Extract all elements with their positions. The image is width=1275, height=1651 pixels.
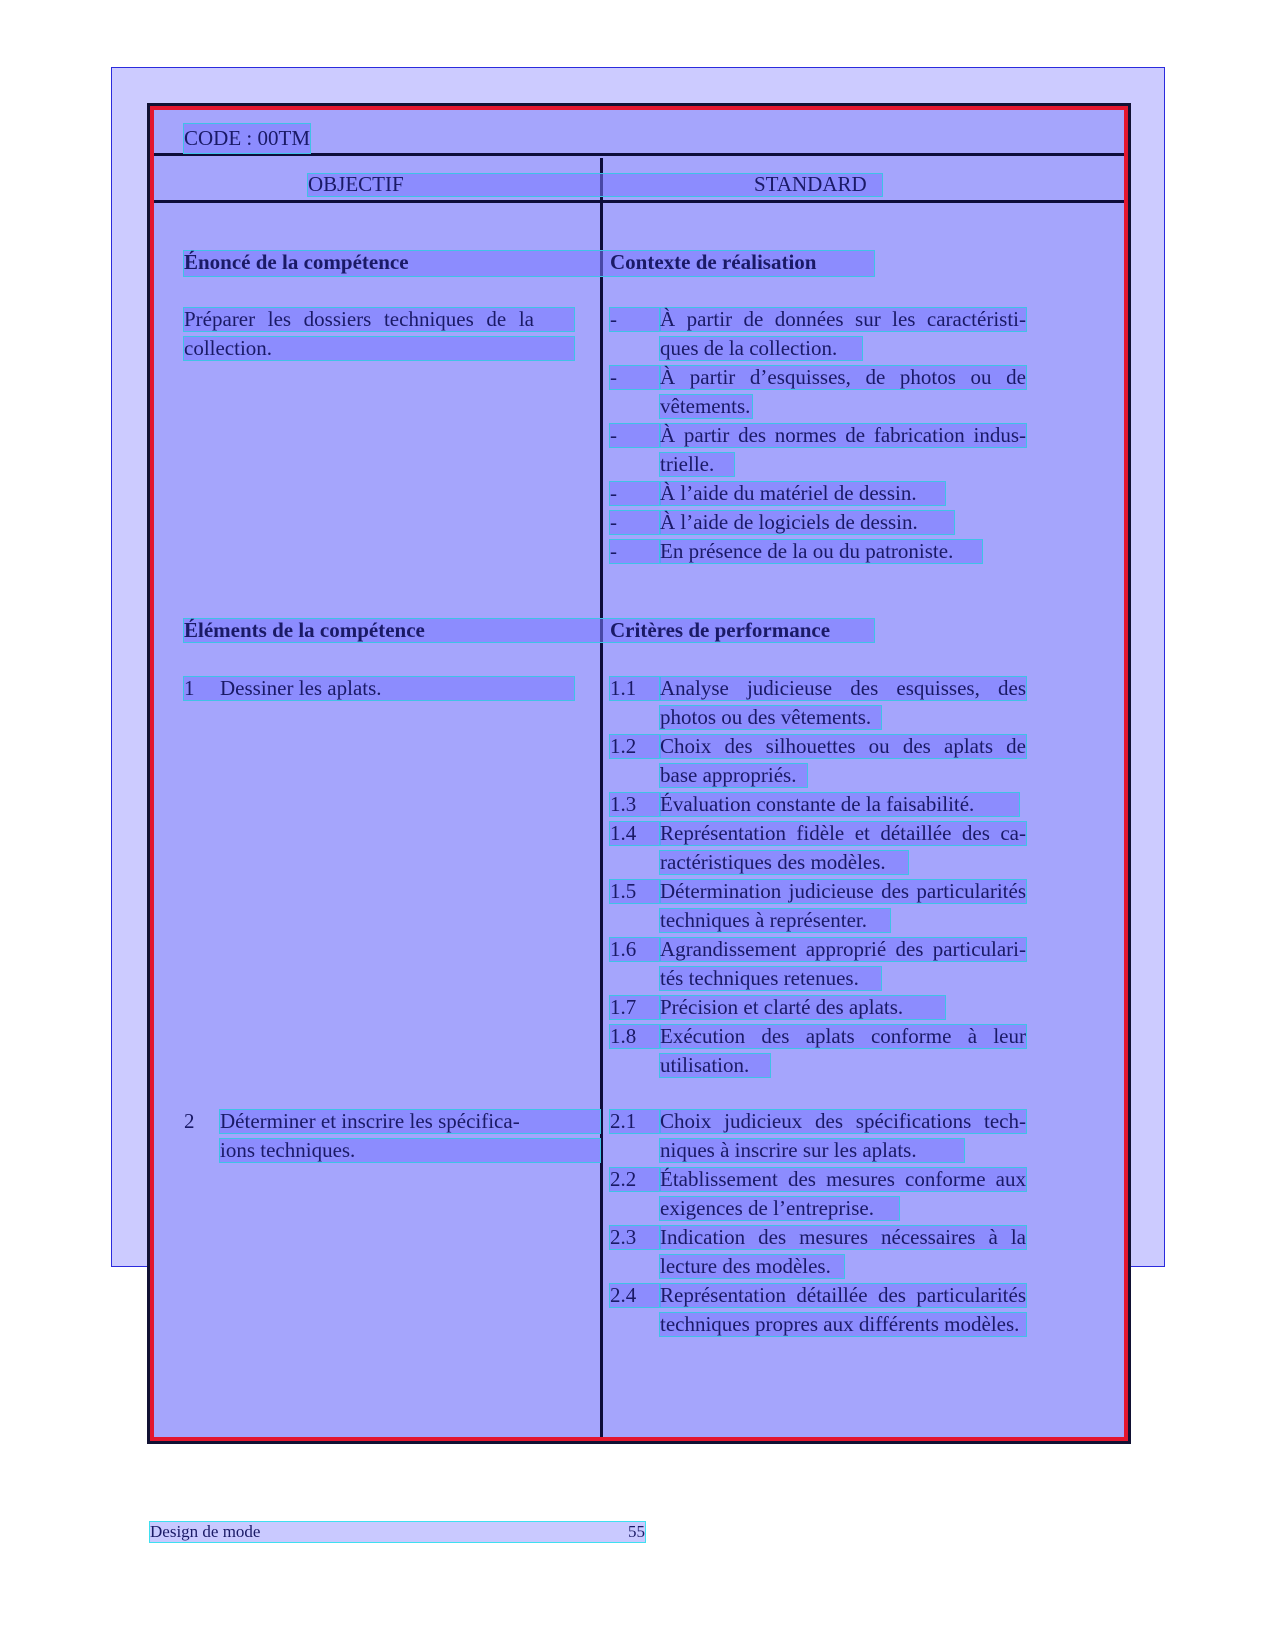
- critere-item-text: Détermination judicieuse des particularités: [660, 879, 1026, 903]
- contexte-item-highlight: [610, 308, 660, 331]
- critere-item-text: ractéristiques des modèles.: [660, 850, 886, 874]
- elements-title: Éléments de la compétence: [184, 618, 425, 642]
- contexte-item-text: À partir d’esquisses, de photos ou de: [660, 365, 1026, 389]
- critere-item-marker: 1.3: [610, 792, 637, 816]
- critere-item-text: Précision et clarté des aplats.: [660, 995, 904, 1019]
- contexte-item-marker: -: [610, 510, 617, 534]
- contexte-item-marker: -: [610, 365, 617, 389]
- contexte-item-text: ques de la collection.: [660, 336, 838, 360]
- footer-program: Design de mode: [150, 1522, 261, 1541]
- critere-item-text: Analyse judicieuse des esquisses, des: [660, 676, 1026, 700]
- critere-item-marker: 1.5: [610, 879, 637, 903]
- contexte-item-text: En présence de la ou du patroniste.: [660, 539, 954, 563]
- contexte-item-marker: -: [610, 307, 617, 331]
- critere-item-text: utilisation.: [660, 1053, 750, 1077]
- critere-item-text: lecture des modèles.: [660, 1254, 831, 1278]
- critere-item-text: Établissement des mesures conforme aux: [660, 1167, 1026, 1191]
- competency-table: [150, 106, 1128, 1441]
- critere-item-text: Agrandissement approprié des particulari-: [660, 937, 1026, 961]
- contexte-item-marker: -: [610, 423, 617, 447]
- contexte-item-highlight: [610, 482, 660, 505]
- critere-item-marker: 2.4: [610, 1283, 637, 1307]
- critere-item-text: techniques propres aux différents modèles.: [660, 1312, 1020, 1336]
- contexte-item-text: À l’aide du matériel de dessin.: [660, 481, 917, 505]
- footer-page-number: 55: [628, 1522, 645, 1541]
- contexte-item-highlight: [610, 540, 660, 563]
- header-objective: OBJECTIF: [308, 172, 404, 196]
- contexte-item-marker: -: [610, 481, 617, 505]
- code-rule: [154, 153, 1124, 156]
- critere-item-text: Évaluation constante de la faisabilité.: [660, 792, 975, 816]
- critere-item-marker: 1.7: [610, 995, 637, 1019]
- critere-item-text: tés techniques retenues.: [660, 966, 859, 990]
- column-divider: [600, 158, 603, 1437]
- critere-item-text: niques à inscrire sur les aplats.: [660, 1138, 917, 1162]
- contexte-item-text: vêtements.: [660, 394, 751, 418]
- critere-item-text: Exécution des aplats conforme à leur: [660, 1024, 1026, 1048]
- critere-item-marker: 1.4: [610, 821, 637, 845]
- contexte-title: Contexte de réalisation: [610, 250, 817, 274]
- page-footer: [150, 1522, 645, 1542]
- contexte-item-highlight: [610, 366, 660, 389]
- contexte-item-text: trielle.: [660, 452, 715, 476]
- contexte-item-marker: -: [610, 539, 617, 563]
- critere-item-text: photos ou des vêtements.: [660, 705, 872, 729]
- critere-item-text: Représentation fidèle et détaillée des ca-: [660, 821, 1026, 845]
- enonce-text: collection.: [184, 336, 273, 360]
- contexte-item-text: À partir des normes de fabrication indus-: [660, 423, 1026, 447]
- critere-item-text: Choix judicieux des spécifications tech-: [660, 1109, 1026, 1133]
- critere-item-text: exigences de l’entreprise.: [660, 1196, 874, 1220]
- critere-item-marker: 2.2: [610, 1167, 637, 1191]
- critere-item-marker: 1.8: [610, 1024, 637, 1048]
- critere-item-text: base appropriés.: [660, 763, 797, 787]
- element-number: 1: [184, 676, 195, 700]
- contexte-item-highlight: [610, 424, 660, 447]
- critere-item-marker: 1.6: [610, 937, 637, 961]
- critere-item-text: techniques à représenter.: [660, 908, 867, 932]
- element-text: Déterminer et inscrire les spécifica-: [220, 1109, 520, 1133]
- element-text: ions techniques.: [220, 1138, 356, 1162]
- header-rule: [154, 200, 1124, 203]
- critere-item-text: Indication des mesures nécessaires à la: [660, 1225, 1026, 1249]
- contexte-item-text: À partir de données sur les caractéristi-: [660, 307, 1026, 331]
- header-standard: STANDARD: [754, 172, 867, 196]
- enonce-title: Énoncé de la compétence: [184, 250, 409, 274]
- critere-item-text: Représentation détaillée des particularités: [660, 1283, 1026, 1307]
- contexte-item-text: À l’aide de logiciels de dessin.: [660, 510, 918, 534]
- contexte-item-highlight: [610, 511, 660, 534]
- enonce-text: Préparer les dossiers techniques de la: [184, 307, 534, 331]
- critere-item-marker: 1.2: [610, 734, 637, 758]
- critere-item-marker: 2.3: [610, 1225, 637, 1249]
- critere-item-text: Choix des silhouettes ou des aplats de: [660, 734, 1026, 758]
- critere-item-marker: 2.1: [610, 1109, 637, 1133]
- code-label: CODE : 00TM: [184, 124, 310, 153]
- element-text: Dessiner les aplats.: [220, 676, 382, 700]
- element-number: 2: [184, 1109, 195, 1133]
- criteres-title: Critères de performance: [610, 618, 831, 642]
- critere-item-marker: 1.1: [610, 676, 637, 700]
